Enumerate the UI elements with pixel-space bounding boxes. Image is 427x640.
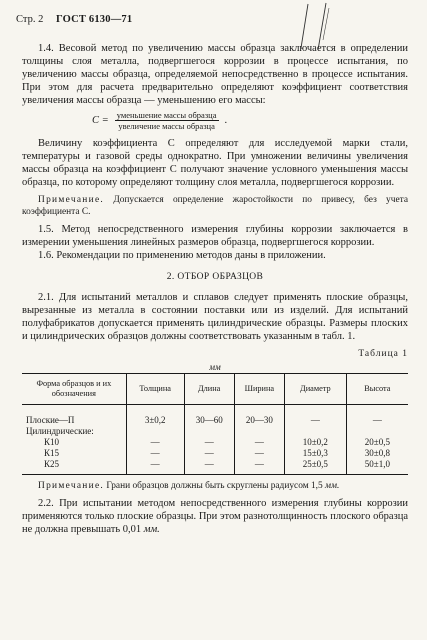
table-cell: К15 — [44, 448, 60, 458]
table-cell: — — [234, 437, 284, 448]
table-cell: К10 — [44, 437, 60, 447]
table-cell: 10±0,2 — [284, 437, 346, 448]
paragraph-coefficient: Величину коэффициента C определяют для исследуемой марки стали, температуры и газовой среды однократно. При умножении величины увеличения массы образца на коэффициент C получают значение условного уменьшения массы образца, по которому определяют толщину слоя металла, подвергшегося коррозии. — [22, 138, 408, 188]
paragraph-2-2-unit: мм. — [143, 524, 160, 535]
table-cell: — — [346, 415, 408, 426]
table-header-cell: Высота — [346, 374, 408, 405]
formula-numerator: уменьшение массы образца — [116, 110, 217, 120]
table-cell: 20±0,5 — [346, 437, 408, 448]
table-header-row — [22, 374, 408, 405]
document-body — [22, 42, 408, 536]
table-cell: — — [284, 415, 346, 426]
table-row — [22, 459, 408, 475]
note-label: Примечание. — [38, 195, 105, 205]
paragraph-2-2 — [22, 497, 408, 536]
table-cell: — — [126, 437, 184, 448]
standard-number: ГОСТ 6130—71 — [55, 14, 133, 25]
table-cell: — — [126, 448, 184, 459]
note-unit: мм. — [325, 481, 340, 491]
table-row — [22, 415, 408, 426]
table-cell — [184, 426, 234, 437]
formula-variable: C = — [92, 115, 109, 126]
paragraph-2-1: 2.1. Для испытаний металлов и сплавов следует применять плоские образцы, вырезанные из металла в состоянии поставки или из изделий. Для испытаний полуфабрикатов допускается применять цилиндрические образцы. Размеры плоских и цилиндрических образцов должны соответствовать указанным в табл. 1. — [22, 292, 408, 342]
table-header-cell: Диаметр — [284, 374, 346, 405]
formula-end: . — [224, 115, 228, 126]
formula-fraction — [115, 110, 219, 131]
table-cell — [234, 426, 284, 437]
note-2 — [22, 480, 408, 492]
dimensions-table — [22, 373, 408, 475]
note-text: Допускается определение жаростойкости по привесу, без учета коэффициента C. — [22, 195, 408, 217]
table-header-cell: Толщина — [126, 374, 184, 405]
table-cell: К25 — [22, 459, 126, 475]
table-cell — [346, 426, 408, 437]
table-cell: — — [126, 459, 184, 475]
table-cell: Цилиндрические: — [26, 426, 94, 436]
table-caption: Таблица 1 — [358, 349, 408, 359]
table-header-cell: Ширина — [234, 374, 284, 405]
table-cell: — — [184, 459, 234, 475]
table-cell: 3±0,2 — [126, 415, 184, 426]
table-cell: 25±0,5 — [284, 459, 346, 475]
table-cell: 20—30 — [234, 415, 284, 426]
paragraph-1-4: 1.4. Весовой метод по увеличению массы образца заключается в определении толщины слоя металла, подвергшегося коррозии в процессе испытания, по увеличению массы образца, определяемой непосредственно в процессе испытания. При этом для расчета предварительно определяют коэффициент соответствия увеличения массы образца — уменьшению его массы: — [22, 43, 408, 106]
page-header — [16, 14, 132, 25]
table-cell: 15±0,3 — [284, 448, 346, 459]
table-unit: мм — [209, 362, 221, 372]
table-cell: 30±0,8 — [346, 448, 408, 459]
table-cell: 50±1,0 — [346, 459, 408, 475]
note-1 — [22, 194, 408, 218]
formula-denominator: увеличение массы образца — [118, 121, 215, 131]
formula-coefficient — [92, 110, 408, 131]
table-header-cell: Форма образцов и их обозначения — [22, 374, 126, 405]
table-cell — [126, 426, 184, 437]
note-text: Грани образцов должны быть скруглены радиусом 1,5 — [104, 481, 326, 491]
paragraph-1-6: 1.6. Рекомендации по применению методов даны в приложении. — [38, 250, 326, 261]
section-title: 2. ОТБОР ОБРАЗЦОВ — [166, 272, 264, 282]
table-cell: — — [234, 448, 284, 459]
table-cell: 30—60 — [184, 415, 234, 426]
paragraph-2-2-text: 2.2. При испытании методом непосредственного измерения глубины коррозии применяются только плоские образцы. При этом разнотолщинность плоского образца не должна превышать 0,01 — [22, 498, 408, 535]
table-row — [22, 437, 408, 448]
page-number: Стр. 2 — [16, 14, 44, 25]
table-spacer-row — [22, 405, 408, 416]
table-row — [22, 448, 408, 459]
table-cell: — — [184, 448, 234, 459]
table-cell — [284, 426, 346, 437]
table-cell: — — [234, 459, 284, 475]
note-label: Примечание. — [38, 481, 105, 491]
table-cell: — — [184, 437, 234, 448]
table-header-cell: Длина — [184, 374, 234, 405]
paragraph-1-5: 1.5. Метод непосредственного измерения глубины коррозии заключается в измерении уменьшения линейных размеров образца, подвергшегося коррозии. — [22, 224, 408, 248]
table-row — [22, 426, 408, 437]
table-cell: Плоские—П — [26, 415, 75, 425]
